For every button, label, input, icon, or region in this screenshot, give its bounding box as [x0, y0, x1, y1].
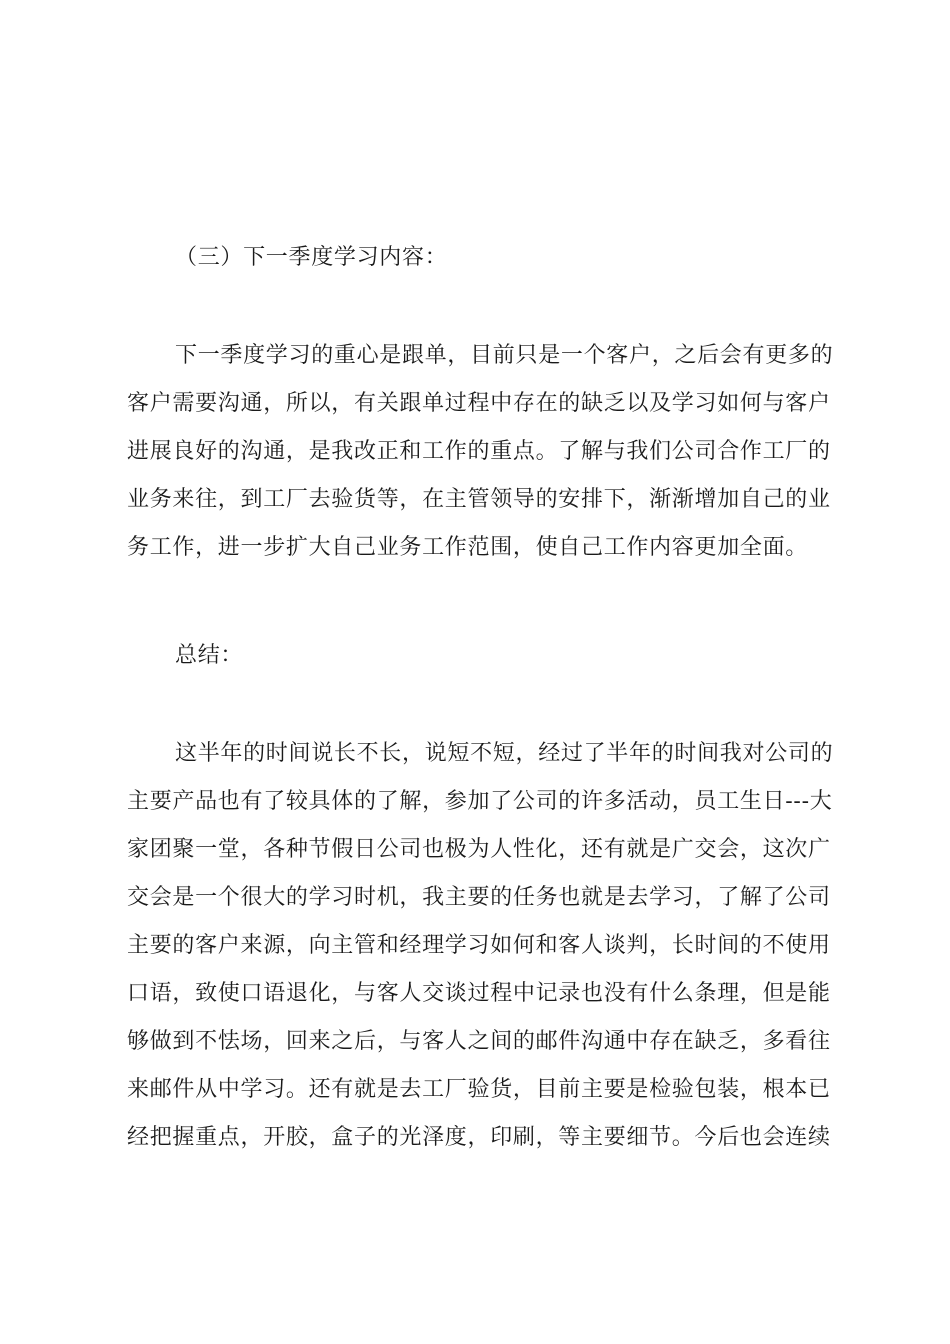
paragraph-line: 口语，致使口语退化，与客人交谈过程中记录也没有什么条理，但是能 [127, 981, 831, 1006]
paragraph-line: 来邮件从中学习。还有就是去工厂验货，目前主要是检验包装，根本已 [127, 1077, 831, 1102]
paragraph-line: 够做到不怯场，回来之后，与客人之间的邮件沟通中存在缺乏，多看往 [127, 1029, 831, 1054]
summary-heading: 总结： [175, 643, 244, 668]
paragraph-line: 家团聚一堂，各种节假日公司也极为人性化，还有就是广交会，这次广 [127, 837, 831, 862]
paragraph-line: 下一季度学习的重心是跟单，目前只是一个客户，之后会有更多的 [175, 343, 834, 368]
paragraph-line: 客户需要沟通，所以，有关跟单过程中存在的缺乏以及学习如何与客户 [127, 391, 831, 416]
paragraph-line: 业务来往，到工厂去验货等，在主管领导的安排下，渐渐增加自己的业 [127, 487, 831, 512]
paragraph-line: 交会是一个很大的学习时机，我主要的任务也就是去学习，了解了公司 [127, 885, 831, 910]
paragraph-line: 主要的客户来源，向主管和经理学习如何和客人谈判，长时间的不使用 [127, 933, 831, 958]
paragraph-line: 务工作，进一步扩大自己业务工作范围，使自己工作内容更加全面。 [127, 535, 809, 560]
paragraph-line: 主要产品也有了较具体的了解，参加了公司的许多活动，员工生日---大 [127, 789, 833, 814]
paragraph-line: 这半年的时间说长不长，说短不短，经过了半年的时间我对公司的 [175, 741, 834, 766]
paragraph-line: 进展良好的沟通，是我改正和工作的重点。了解与我们公司合作工厂的 [127, 439, 831, 464]
section-heading: （三）下一季度学习内容： [175, 245, 448, 270]
paragraph-line: 经把握重点，开胶，盒子的光泽度，印刷，等主要细节。今后也会连续 [127, 1125, 831, 1150]
